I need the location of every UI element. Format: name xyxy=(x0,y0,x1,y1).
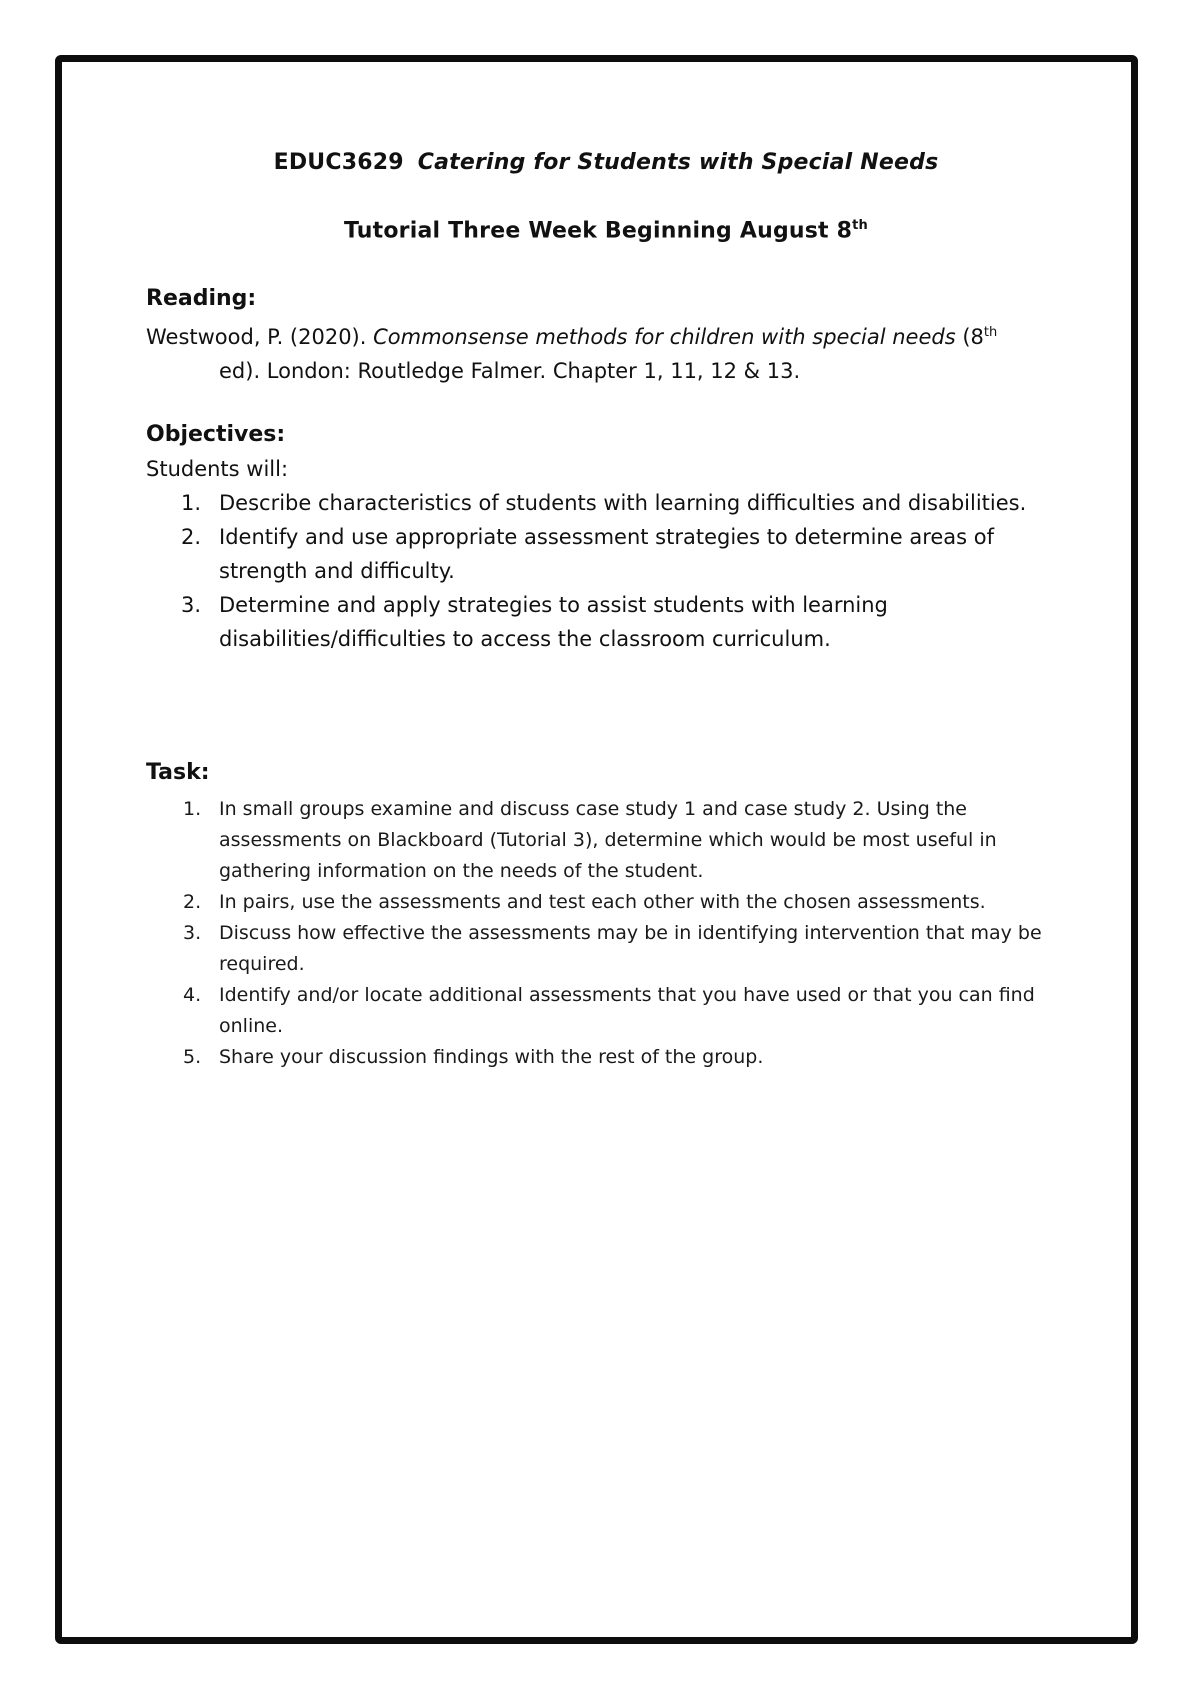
list-item: 2. Identify and use appropriate assessment strategies to determine areas of strength and difficulty. xyxy=(181,525,995,583)
task-heading: Task: xyxy=(146,760,210,785)
task-list xyxy=(146,794,1066,1073)
list-item: 5. Share your discussion findings with the rest of the group. xyxy=(183,1046,764,1068)
objectives-heading: Objectives: xyxy=(146,422,286,447)
list-item: 3. Determine and apply strategies to assist students with learning disabilities/difficulties to access the classroom curriculum. xyxy=(181,593,888,651)
list-item: 4. Identify and/or locate additional assessments that you have used or that you can find online. xyxy=(183,984,1035,1037)
course-name: Catering for Students with Special Needs xyxy=(417,150,939,175)
tutorial-title: Tutorial Three Week Beginning August 8th xyxy=(343,218,869,244)
course-title xyxy=(146,150,1066,175)
book-title: Commonsense methods for children with special needs xyxy=(373,325,956,349)
list-item: 3. Discuss how effective the assessments may be in identifying intervention that may be required. xyxy=(183,922,1042,975)
objectives-list xyxy=(146,486,1066,656)
reading-heading: Reading: xyxy=(146,286,257,311)
list-item: 1. In small groups examine and discuss case study 1 and case study 2. Using the assessments on Blackboard (Tutorial 3), determine which would be most useful in gathering information on the needs of the student. xyxy=(183,798,997,882)
course-code: EDUC3629 xyxy=(273,150,404,175)
list-item: 1. Describe characteristics of students with learning difficulties and disabilities. xyxy=(181,491,1027,515)
list-item: 2. In pairs, use the assessments and test each other with the chosen assessments. xyxy=(183,891,986,913)
objectives-intro: Students will: xyxy=(146,457,289,481)
reading-reference: Westwood, P. (2020). Commonsense methods for children with special needs (8th ed). London: Routledge Falmer. Chapter 1, 11, 12 & 13. xyxy=(146,325,998,383)
